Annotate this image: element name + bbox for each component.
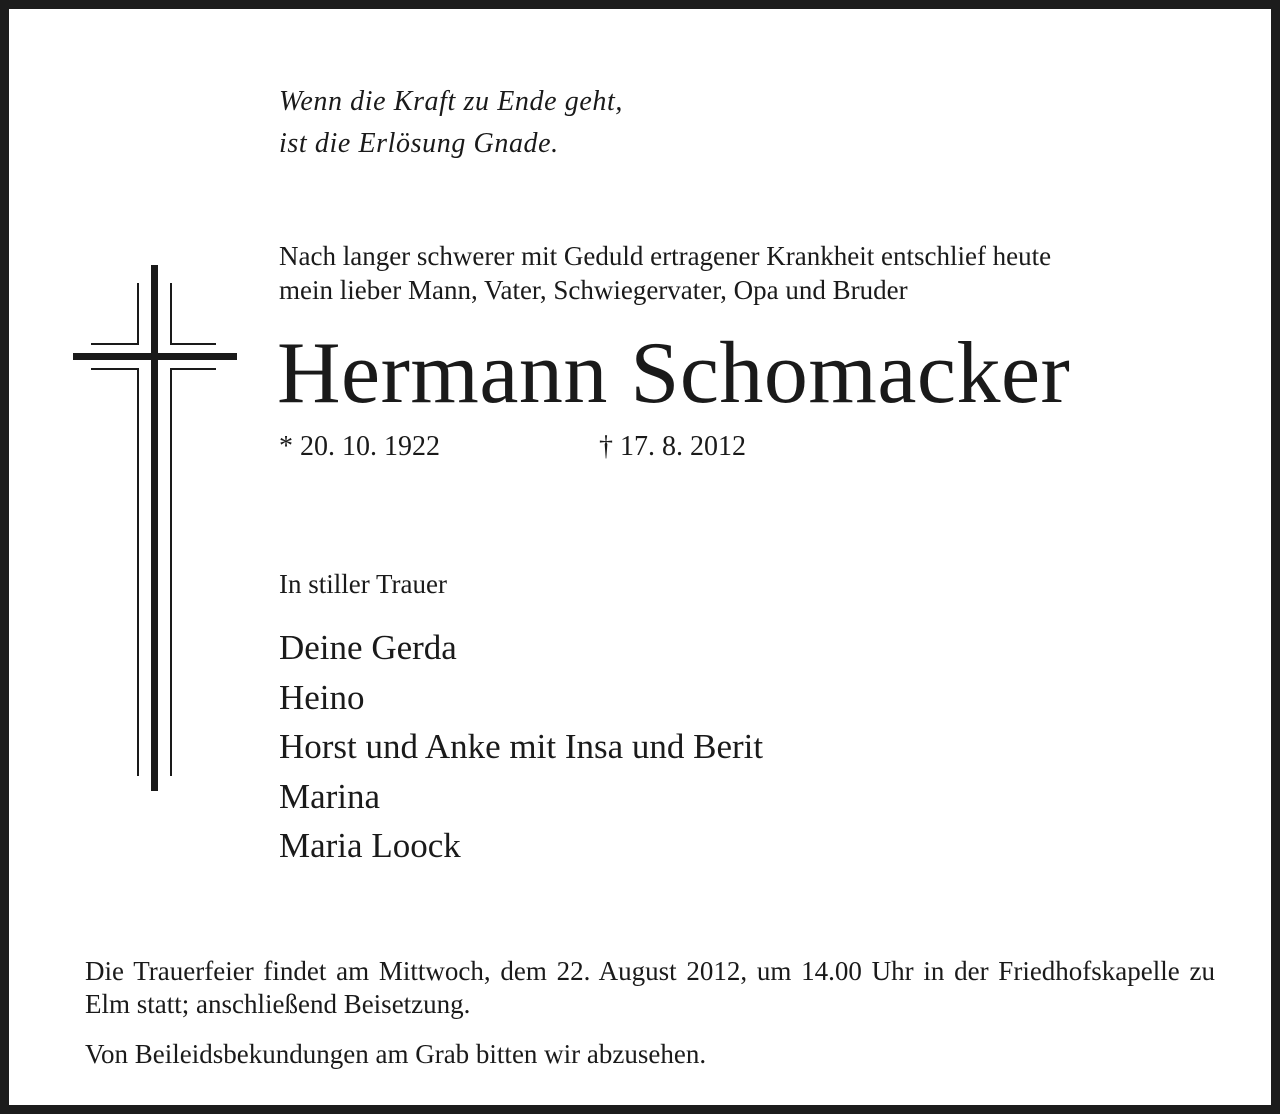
announcement-line-1: Nach langer schwerer mit Geduld ertragener Krankheit entschlief heute [279, 241, 1052, 271]
mourner-name: Horst und Anke mit Insa und Berit [279, 727, 764, 766]
mourner-name: Heino [279, 677, 365, 717]
motto-line-1: Wenn die Kraft zu Ende geht, [279, 86, 623, 117]
condolence-note: Von Beileidsbekundungen am Grab bitten wir abzusehen. [85, 1039, 707, 1069]
death-announcement [279, 239, 1219, 307]
death-date: † 17. 8. 2012 [599, 431, 746, 462]
cross-icon [69, 265, 241, 795]
mourner-name: Maria Loock [279, 826, 461, 865]
funeral-details: Die Trauerfeier findet am Mittwoch, dem 22. August 2012, um 14.00 Uhr in der Friedhofskapelle zu Elm statt; anschließend Beisetzung. [85, 956, 1215, 1019]
announcement-line-2: mein lieber Mann, Vater, Schwiegervater, Opa und Bruder [279, 275, 908, 305]
mourner-name: Marina [279, 776, 381, 816]
motto-line-2: ist die Erlösung Gnade. [279, 128, 559, 159]
mourning-intro: In stiller Trauer [279, 569, 447, 599]
birth-date: * 20. 10. 1922 [279, 431, 440, 462]
mourner-name: Deine Gerda [279, 628, 457, 667]
deceased-name: Hermann Schomacker [277, 325, 1071, 422]
mourners-list [279, 623, 763, 871]
motto-quote [279, 81, 623, 165]
